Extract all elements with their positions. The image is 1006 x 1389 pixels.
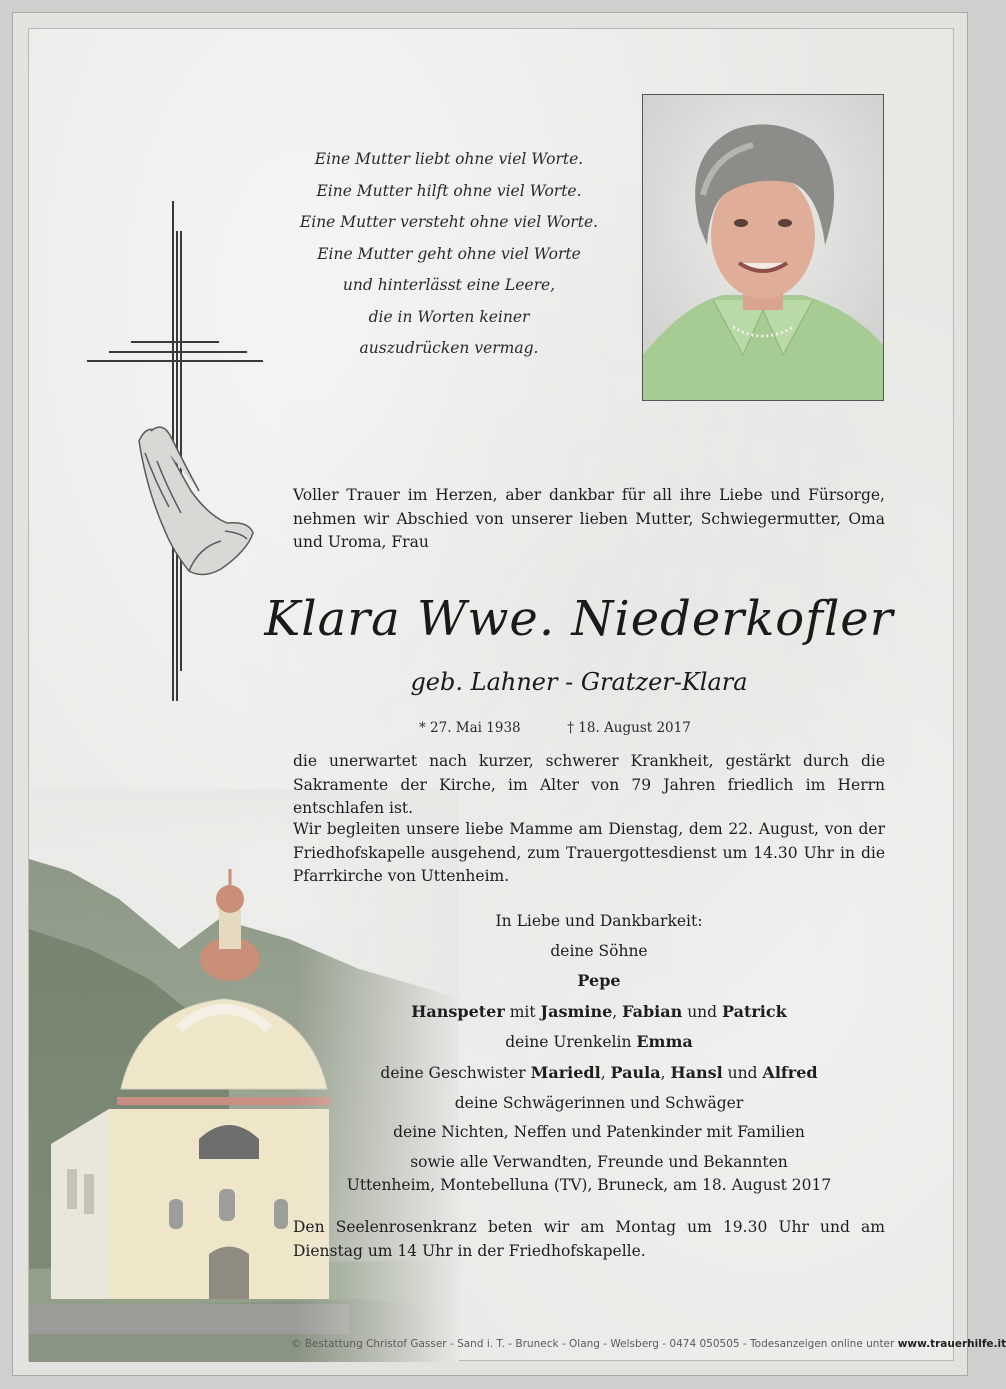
poem-line: Eine Mutter hilft ohne viel Worte. bbox=[316, 181, 582, 200]
connector-text: deine Geschwister bbox=[380, 1063, 531, 1082]
mourner-name: Patrick bbox=[722, 1001, 787, 1021]
mourner-name: Hanspeter bbox=[411, 1001, 505, 1021]
poem-line: Eine Mutter geht ohne viel Worte bbox=[317, 244, 581, 263]
intro-text: Voller Trauer im Herzen, aber dankbar für all ihre Liebe und Fürsorge, nehmen wir Abschied von unserer lieben Mutter, Schwiegermutter, Oma und Uroma, Frau bbox=[293, 486, 885, 551]
connector-text: , bbox=[612, 1002, 623, 1021]
connector-text: , bbox=[600, 1063, 611, 1082]
mourner-name: Paula bbox=[610, 1062, 661, 1082]
mourners-list bbox=[329, 907, 869, 1177]
maiden-name: geb. Lahner - Gratzer-Klara bbox=[410, 668, 748, 696]
footer bbox=[291, 1338, 1006, 1350]
connector-text: deine Urenkelin bbox=[505, 1033, 637, 1052]
footer-text: © Bestattung Christof Gasser - Sand i. T. - Bruneck - Olang - Welsberg - 0474 050505 - Todesanzeigen online unter bbox=[291, 1338, 898, 1350]
funeral-text: Wir begleiten unsere liebe Mamme am Dienstag, dem 22. August, von der Friedhofskapelle ausgehend, zum Trauergottesdienst um 14.30 Uhr in die Pfarrkirche von Uttenheim. bbox=[293, 820, 885, 885]
poem-line: und hinterlässt eine Leere, bbox=[342, 276, 556, 294]
poem-line: Eine Mutter versteht ohne viel Worte. bbox=[299, 213, 599, 231]
birth-date: * 27. Mai 1938 bbox=[419, 720, 521, 736]
death-date: † 18. August 2017 bbox=[567, 720, 691, 736]
connector-text: , bbox=[660, 1063, 671, 1082]
mourner-name: Alfred bbox=[762, 1062, 818, 1082]
mourner-name: Pepe bbox=[577, 971, 621, 991]
rosary-text: Den Seelenrosenkranz beten wir am Montag um 19.30 Uhr und am Dienstag um 14 Uhr in der Friedhofskapelle. bbox=[293, 1218, 885, 1260]
connector-text: und bbox=[722, 1063, 763, 1082]
mourners-line: deine Nichten, Neffen und Patenkinder mit Familien bbox=[393, 1123, 805, 1142]
poem bbox=[279, 144, 619, 365]
connector-text: mit bbox=[504, 1002, 541, 1021]
footer-url[interactable]: www.trauerhilfe.it bbox=[897, 1338, 1006, 1350]
mourners-line bbox=[329, 966, 869, 997]
mourner-name: Mariedl bbox=[530, 1062, 601, 1082]
praying-hands-icon bbox=[129, 421, 259, 581]
portrait-image bbox=[643, 95, 883, 400]
mourners-line bbox=[329, 1027, 869, 1058]
mourners-line: In Liebe und Dankbarkeit: bbox=[495, 912, 703, 930]
mourners-line bbox=[329, 1058, 869, 1089]
mourner-name: Hansl bbox=[670, 1062, 723, 1082]
passing-text: die unerwartet nach kurzer, schwerer Krankheit, gestärkt durch die Sakramente der Kirche, im Alter von 79 Jahren friedlich im Herrn entschlafen ist. bbox=[293, 752, 885, 817]
obituary-card bbox=[28, 28, 1006, 1361]
mourner-name: Jasmine bbox=[540, 1001, 613, 1021]
mourners-line: sowie alle Verwandten, Freunde und Bekannten bbox=[410, 1152, 788, 1171]
mourners-line bbox=[329, 997, 869, 1028]
mourners-line: deine Schwägerinnen und Schwäger bbox=[454, 1093, 744, 1112]
mourner-name: Fabian bbox=[622, 1001, 683, 1021]
portrait-photo bbox=[642, 94, 884, 401]
place-date: Uttenheim, Montebelluna (TV), Bruneck, am 18. August 2017 bbox=[346, 1176, 832, 1194]
poem-line: die in Worten keiner bbox=[368, 307, 530, 326]
mourner-name: Emma bbox=[636, 1032, 693, 1052]
deceased-name: Klara Wwe. Niederkofler bbox=[264, 591, 894, 647]
life-dates bbox=[419, 718, 759, 738]
poem-line: Eine Mutter liebt ohne viel Worte. bbox=[314, 150, 584, 168]
poem-line: auszudrücken vermag. bbox=[359, 339, 539, 357]
connector-text: und bbox=[682, 1002, 723, 1021]
mourners-line: deine Söhne bbox=[550, 941, 648, 960]
